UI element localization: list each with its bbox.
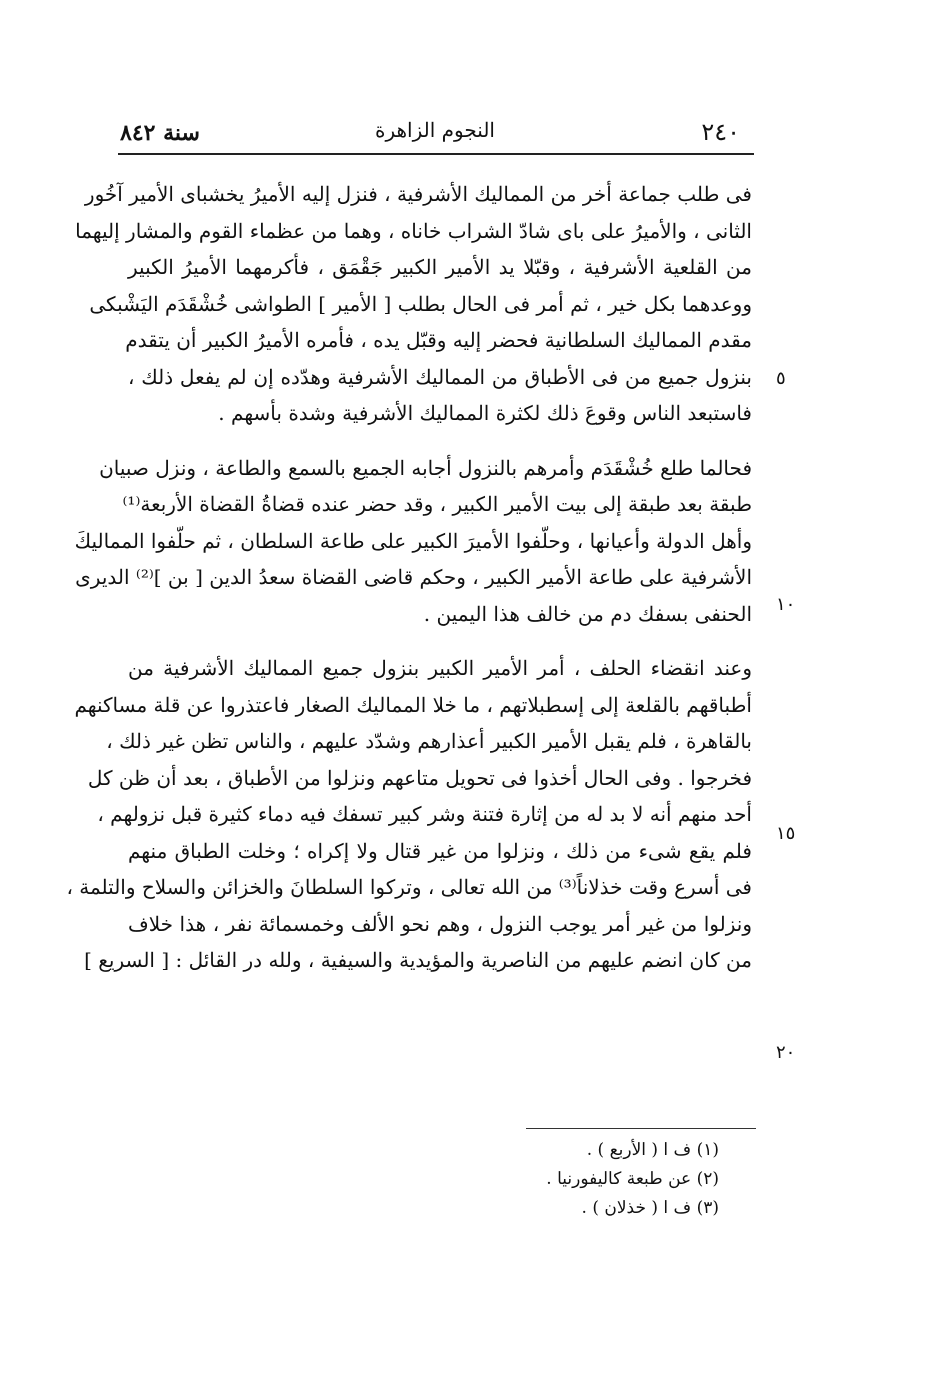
footnote-2: (٢) عن طبعة كاليفورنيا . <box>546 1169 719 1189</box>
year-label: سنة ٨٤٢ <box>120 120 200 146</box>
margin-line-number: ٥ <box>776 368 786 389</box>
header-rule <box>118 153 754 155</box>
text-line: من كان انضم عليهم من الناصرية والمؤيدية والسيفية ، ولله در القائل : [ السريع ] <box>84 948 752 972</box>
paragraph-2 <box>74 450 752 633</box>
margin-line-number: ٢٠ <box>776 1042 796 1063</box>
text-line: طبقة بعد طبقة إلى بيت الأمير الكبير ، وقد حضر عنده قضاةُ القضاة الأربعة⁽¹⁾ <box>122 492 752 516</box>
text-line: وعند انقضاء الحلف ، أمر الأمير الكبير بنزول جميع المماليك الأشرفية من <box>128 656 752 680</box>
footnote-rule <box>526 1128 756 1129</box>
margin-line-number: ١٠ <box>776 594 796 615</box>
text-line: الحنفى بسفك دم من خالف هذا اليمين . <box>423 601 752 626</box>
text-line: فى طلب جماعة أخر من المماليك الأشرفية ، فنزل إليه الأميرُ يخشباى الأمير آخُور <box>84 182 752 206</box>
main-text <box>66 176 752 979</box>
paragraph-3 <box>66 650 752 979</box>
text-line: فى أسرع وقت خذلاناً⁽³⁾ من الله تعالى ، وتركوا السلطانَ والخزائن والسلاح والتلمة ، <box>66 875 752 899</box>
running-title: النجوم الزاهرة <box>375 118 495 142</box>
text-line: ووعدهما بكل خير ، ثم أمر فى الحال بطلب [ الأمير ] الطواشى خُشْقَدَم اليَشْبكى <box>89 291 752 316</box>
margin-line-number: ١٥ <box>776 823 796 844</box>
text-line: بنزول جميع من فى الأطباق من المماليك الأشرفية وهدّده إن لم يفعل ذلك ، <box>128 364 752 389</box>
paragraph-1 <box>75 176 752 432</box>
page-header <box>120 118 750 150</box>
text-line: فحالما طلع خُشْقَدَم وأمرهم بالنزول أجابه الجميع بالسمع والطاعة ، ونزل صبيان <box>99 455 752 480</box>
text-line: الثانى ، والأميرُ على باى شادّ الشراب خاناه ، وهما من عظماء القوم والمشار إليهما <box>75 218 752 243</box>
text-line: وأهل الدولة وأعيانها ، وحلّفوا الأميرَ الكبير على طاعة السلطان ، ثم حلّفوا المماليكَ <box>74 528 752 553</box>
text-line: الأشرفية على طاعة الأمير الكبير ، وحكم قاضى القضاة سعدُ الدين [ بن ]⁽²⁾ الديرى <box>75 565 752 589</box>
text-line: مقدم المماليك السلطانية فحضر إليه وقبّل يده ، فأمره الأميرُ الكبير أن يتقدم <box>125 328 752 352</box>
text-line: فاستبعد الناس وقوعَ ذلك لكثرة المماليك الأشرفية وشدة بأسهم . <box>218 401 752 425</box>
footnotes <box>319 1136 719 1223</box>
page-number: ٢٤٠ <box>701 118 740 146</box>
footnote-1: (١) ف ا ( الأربع ) . <box>586 1140 719 1160</box>
text-line: فخرجوا . وفى الحال أخذوا فى تحويل متاعهم ونزلوا من الأطباق ، بعد أن ظن كل <box>87 765 752 790</box>
text-line: أطباقهم بالقلعة إلى إسطبلاتهم ، ما خلا المماليك الصغار فاعتذروا عن قلة مساكنهم <box>74 692 752 717</box>
footnote-3: (٣) ف ا ( خذلان ) . <box>581 1198 719 1218</box>
text-line: أحد منهم أنه لا بد له من إثارة فتنة وشر كبير تسفك فيه دماء كثيرة قبل نزولهم ، <box>97 802 752 826</box>
text-line: ونزلوا من غير أمر يوجب النزول ، وهم نحو الألف وخمسمائة نفر ، هذا خلاف <box>128 911 752 936</box>
text-line: بالقاهرة ، فلم يقبل الأمير الكبير أعذارهم وشدّد عليهم ، والناس تظن غير ذلك ، <box>106 729 752 753</box>
text-line: من القلعية الأشرفية ، وقبّلا يد الأمير الكبير جَقْمَق ، فأكرمهما الأميرُ الكبير <box>128 255 752 279</box>
text-line: فلم يقع شىء من ذلك ، ونزلوا من غير قتال ولا إكراه ؛ وخلت الطباق منهم <box>128 838 752 863</box>
